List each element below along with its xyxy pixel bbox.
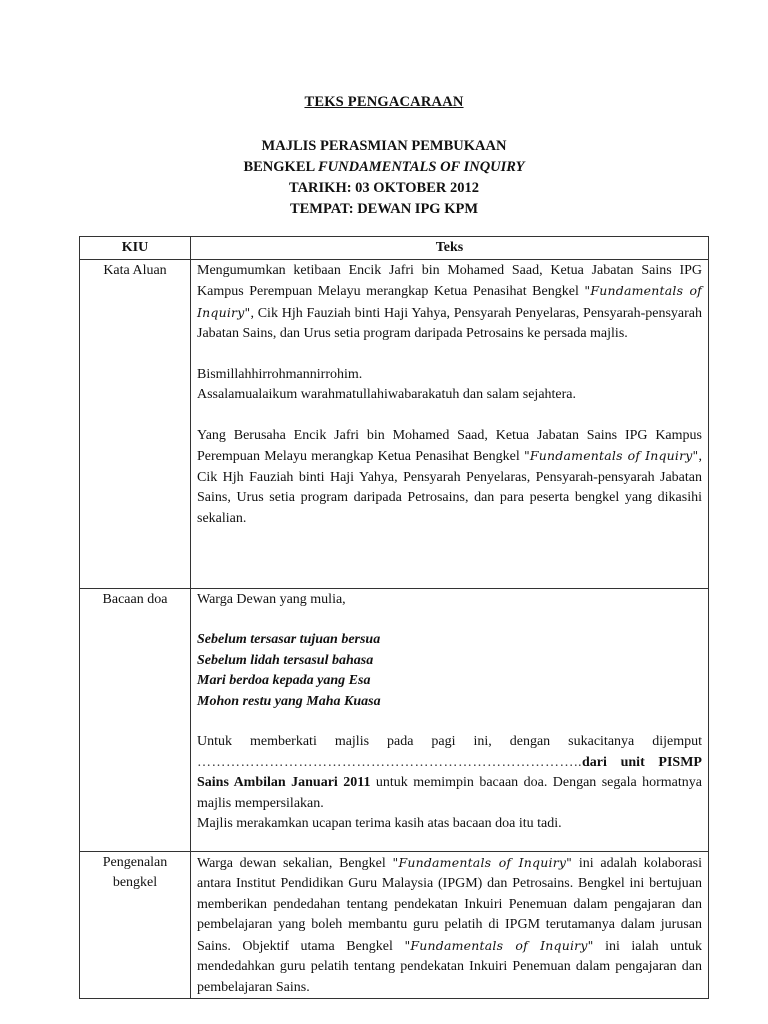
- event-name: MAJLIS PERASMIAN PEMBUKAAN: [261, 138, 507, 154]
- blank-dots: ……………………………………………………………………..: [197, 754, 582, 770]
- paragraph: Warga Dewan yang mulia,: [197, 591, 346, 607]
- header-teks: Teks: [191, 237, 709, 260]
- italic-title: "Fundamentals of Inquiry": [197, 283, 702, 320]
- bold-text: dari unit PISMP Sains Ambilan Januari 2011: [197, 754, 702, 790]
- italic-title: "Fundamentals of Inquiry": [404, 937, 594, 953]
- table-row: [80, 851, 709, 999]
- poem-line: Sebelum lidah tersasul bahasa: [197, 652, 374, 668]
- text-run: ini ialah untuk mendedahkan guru pelatih tentang pendekatan Inkuiri Penemuan dalam pengajaran dan pembelajaran Sains.: [197, 938, 703, 995]
- kiu-line: Pengenalan: [102, 854, 168, 870]
- text-run: , Cik Hjh Fauziah binti Haji Yahya, Pensyarah Penyelaras, Pensyarah-pensyarah Jabatan Sains, Urus setia program daripada Petrosains, dan para peserta bengkel yang dikasihi sekalian.: [197, 449, 702, 526]
- poem-line: Sebelum tersasar tujuan bersua: [197, 632, 381, 647]
- header-kiu: KIU: [80, 237, 191, 260]
- workshop-name: [0, 157, 768, 178]
- text-run: Yang Berusaha Encik Jafri bin Mohamed Saad, Ketua Jabatan Sains IPG Kampus Perempuan Melayu merangkap Ketua Penasihat Bengkel: [197, 427, 702, 464]
- paragraph: [197, 426, 702, 530]
- paragraph: Assalamualaikum warahmatullahiwabarakatuh dan salam sejahtera.: [197, 387, 577, 402]
- teks-cell: [191, 588, 709, 851]
- text-run: Untuk memberkati majlis pada pagi ini, dengan sukacitanya dijemput: [197, 734, 702, 749]
- italic-title: "Fundamentals of Inquiry": [392, 854, 573, 870]
- text-run: Warga dewan sekalian, Bengkel: [197, 855, 393, 871]
- italic-title: "Fundamentals of Inquiry": [523, 448, 699, 463]
- text-run: untuk memimpin bacaan doa. Dengan segala hormatnya majlis mempersilakan.: [197, 775, 702, 811]
- teks-cell: [191, 259, 709, 588]
- poem-line: Mohon restu yang Maha Kuasa: [197, 693, 381, 709]
- paragraph: [197, 732, 702, 814]
- document-title: TEKS PENGACARAAN: [304, 94, 464, 110]
- kiu-cell: [80, 851, 191, 999]
- text-run: , Cik Hjh Fauziah binti Haji Yahya, Pensyarah Penyelaras, Pensyarah-pensyarah Jabatan Sains, dan Urus setia program daripada Petrosains ke persada majlis.: [197, 305, 702, 341]
- workshop-title: FUNDAMENTALS OF INQUIRY: [318, 159, 525, 175]
- script-table: [79, 236, 709, 999]
- text-run: Mengumumkan ketibaan Encik Jafri bin Mohamed Saad, Ketua Jabatan Sains IPG Kampus Perempuan Melayu merangkap Ketua Penasihat Bengkel: [197, 262, 702, 299]
- paragraph: Majlis merakamkan ucapan terima kasih atas bacaan doa itu tadi.: [197, 816, 562, 831]
- workshop-prefix: BENGKEL: [243, 159, 318, 175]
- paragraph: [197, 261, 702, 345]
- table-row: [80, 588, 709, 851]
- table-row: [80, 259, 709, 588]
- kiu-line: bengkel: [112, 875, 158, 890]
- poem-line: Mari berdoa kepada yang Esa: [197, 673, 371, 688]
- paragraph: [197, 853, 702, 999]
- kiu-cell: Kata Aluan: [80, 259, 191, 588]
- event-date: TARIKH: 03 OKTOBER 2012: [288, 180, 479, 196]
- event-venue: TEMPAT: DEWAN IPG KPM: [289, 201, 479, 217]
- kiu-cell: Bacaan doa: [80, 588, 191, 851]
- event-header: [0, 136, 768, 220]
- teks-cell: [191, 851, 709, 999]
- paragraph: Bismillahhirrohmannirrohim.: [197, 366, 363, 382]
- text-run: ini adalah kolaborasi antara Institut Pendidikan Guru Malaysia (IPGM) dan Petrosains. Bengkel ini bertujuan memberikan pendedahan tentang pendekatan Inkuiri Penemuan dalam pengajaran dan pembelajaran yang boleh membantu guru pelatih di IPGM terutamanya dalam jurusan Sains. Objektif utama Bengkel: [197, 855, 702, 954]
- table-header-row: [80, 237, 709, 260]
